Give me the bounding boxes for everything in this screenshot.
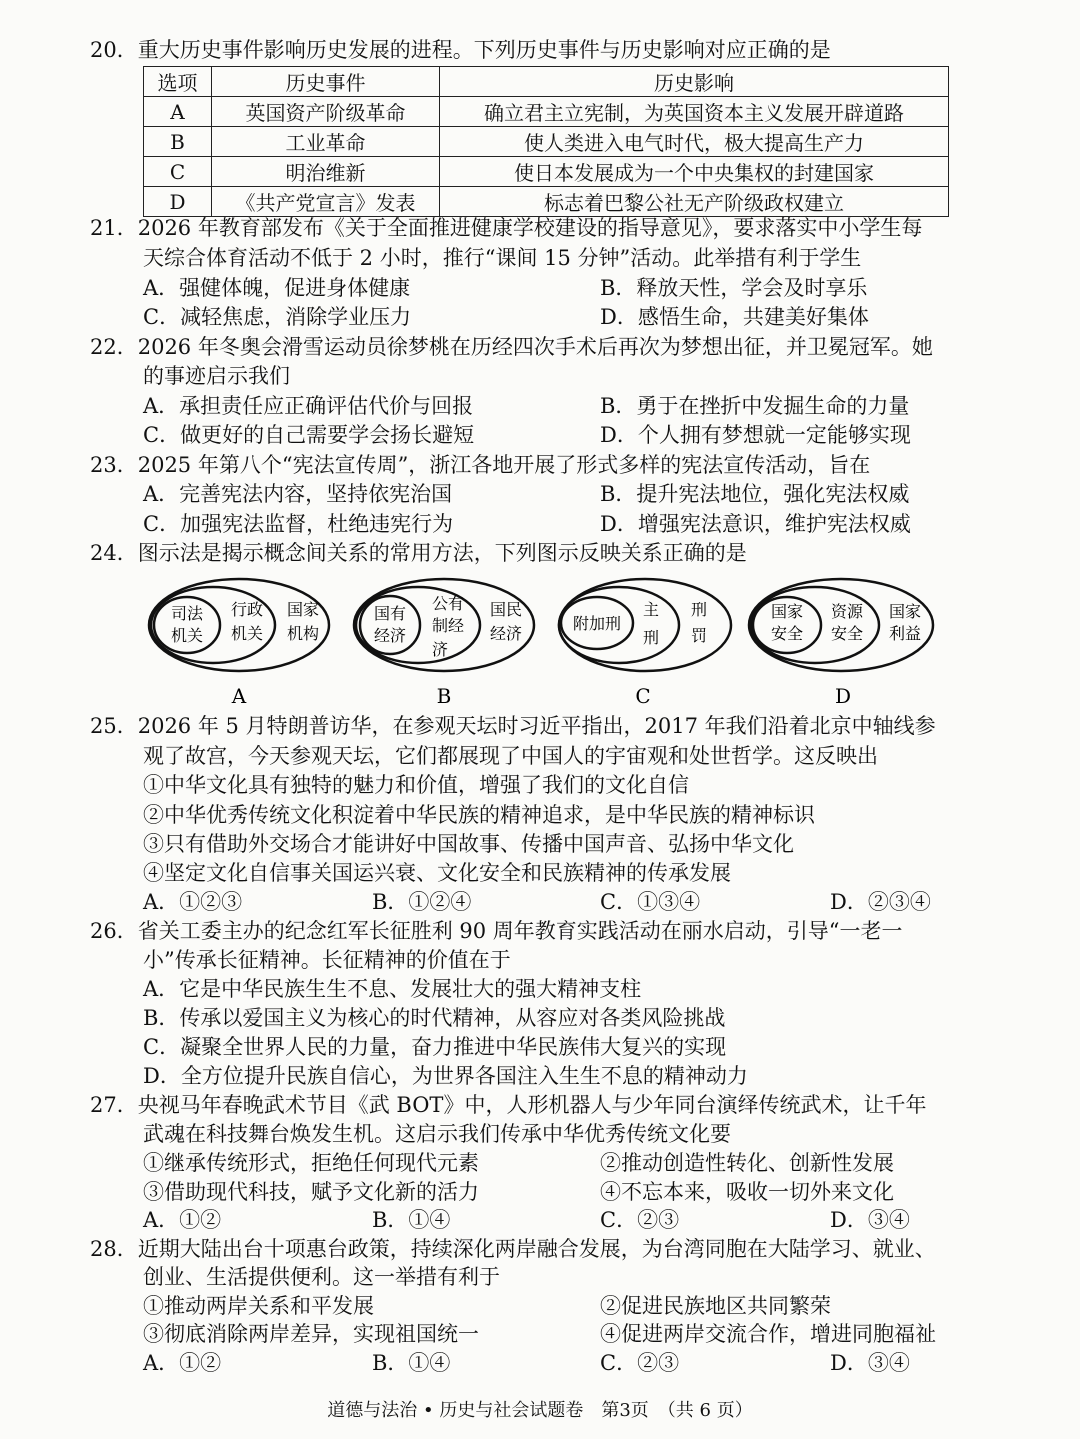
q24-diagrams xyxy=(145,575,945,710)
diagram-d-letter: D xyxy=(834,684,852,708)
table-row xyxy=(144,157,949,187)
diagram-b-outer-l2: 经济 xyxy=(489,624,523,643)
q27-statement-2: ②推动创造性转化、创新性发展 xyxy=(600,1151,894,1175)
table-cell: D xyxy=(144,187,212,217)
table-cell: C xyxy=(144,157,212,187)
q26-option-b: B．传承以爱国主义为核心的时代精神，从容应对各类风险挑战 xyxy=(143,1006,726,1030)
q25-statement-1: ①中华文化具有独特的魅力和价值，增强了我们的文化自信 xyxy=(143,773,689,797)
q22-option-d: D．个人拥有梦想就一定能够实现 xyxy=(600,423,911,447)
diagram-d-outer-l2: 利益 xyxy=(888,624,922,643)
q22-stem-line2: 的事迹启示我们 xyxy=(143,364,290,388)
diagram-b-outer-l1: 国民 xyxy=(489,600,523,619)
table-cell: 标志着巴黎公社无产阶级政权建立 xyxy=(440,187,949,217)
table-row xyxy=(144,187,949,217)
q28-statement-2: ②促进民族地区共同繁荣 xyxy=(600,1294,831,1318)
q26-option-a: A．它是中华民族生生不息、发展壮大的强大精神支柱 xyxy=(143,977,642,1001)
q28-stem-line1: 28．近期大陆出台十项惠台政策，持续深化两岸融合发展，为台湾同胞在大陆学习、就业、 xyxy=(90,1237,936,1261)
q25-statement-4: ④坚定文化自信事关国运兴衰、文化安全和民族精神的传承发展 xyxy=(143,861,731,885)
q24-stem-line1: 24．图示法是揭示概念间关系的常用方法，下列图示反映关系正确的是 xyxy=(90,541,747,565)
diagram-c-letter: C xyxy=(635,684,651,708)
table-header-row xyxy=(144,67,949,97)
q28-stem-line2: 创业、生活提供便利。这一举措有利于 xyxy=(143,1265,500,1289)
q27-stem-line1: 27．央视马年春晚武术节目《武 BOT》中，人形机器人与少年同台演绎传统武术，让千年 xyxy=(90,1093,927,1117)
q28-option-c: C．②③ xyxy=(600,1351,680,1375)
diagram-d-inner-l2: 安全 xyxy=(770,624,804,643)
diagram-b-inner-l1: 国有 xyxy=(373,604,407,623)
diagram-d xyxy=(749,579,933,708)
diagram-c-outer-l2: 罚 xyxy=(690,626,708,645)
diagram-b xyxy=(354,579,534,708)
diagram-b-middle-l1: 公有 xyxy=(431,594,465,613)
q28-statement-1: ①推动两岸关系和平发展 xyxy=(143,1294,374,1318)
diagram-a-inner-l2: 机关 xyxy=(170,626,204,645)
q21-option-a: A．强健体魄，促进身体健康 xyxy=(143,276,411,300)
diagram-a-middle-l2: 机关 xyxy=(230,624,264,643)
q27-stem-line2: 武魂在科技舞台焕发生机。这启示我们传承中华优秀传统文化要 xyxy=(143,1122,731,1146)
table-cell: B xyxy=(144,127,212,157)
diagram-a-letter: A xyxy=(231,684,247,708)
diagram-d-outer-l1: 国家 xyxy=(888,602,922,621)
diagram-b-letter: B xyxy=(436,684,452,708)
q26-stem-line1: 26．省关工委主办的纪念红军长征胜利 90 周年教育实践活动在丽水启动，引导“一老一 xyxy=(90,919,903,943)
q25-statement-2: ②中华优秀传统文化积淀着中华民族的精神追求，是中华民族的精神标识 xyxy=(143,803,815,827)
table-cell: 明治维新 xyxy=(212,157,440,187)
diagram-b-inner-l2: 经济 xyxy=(373,626,407,645)
q27-option-d: D．③④ xyxy=(830,1208,910,1232)
q25-stem-line1: 25．2026 年 5 月特朗普访华，在参观天坛时习近平指出，2017 年我们沿着北京中轴线参 xyxy=(90,714,936,738)
q27-statement-1: ①继承传统形式，拒绝任何现代元素 xyxy=(143,1151,479,1175)
diagram-c-middle-l2: 刑 xyxy=(642,628,660,647)
q21-stem-line2: 天综合体育活动不低于 2 小时，推行“课间 15 分钟”活动。此举措有利于学生 xyxy=(143,246,862,270)
q27-option-c: C．②③ xyxy=(600,1208,680,1232)
diagram-b-middle-l2: 制经 xyxy=(431,616,465,635)
q27-statement-4: ④不忘本来，吸收一切外来文化 xyxy=(600,1180,894,1204)
table-cell: 使人类进入电气时代，极大提高生产力 xyxy=(440,127,949,157)
q21-option-b: B．释放天性，学会及时享乐 xyxy=(600,276,868,300)
diagram-c-middle-l1: 主 xyxy=(642,600,660,619)
diagram-a-outer-l1: 国家 xyxy=(286,600,320,619)
q22-option-a: A．承担责任应正确评估代价与回报 xyxy=(143,394,474,418)
q22-option-c: C．做更好的自己需要学会扬长避短 xyxy=(143,423,475,447)
table-cell: 确立君主立宪制，为英国资本主义发展开辟道路 xyxy=(440,97,949,127)
q26-option-d: D．全方位提升民族自信心，为世界各国注入生生不息的精神动力 xyxy=(143,1064,748,1088)
diagram-c-inner-l1: 附加刑 xyxy=(572,614,622,633)
q22-option-b: B．勇于在挫折中发掘生命的力量 xyxy=(600,394,910,418)
table-cell: 《共产党宣言》发表 xyxy=(212,187,440,217)
q25-option-b: B．①②④ xyxy=(372,890,472,914)
diagram-d-inner-l1: 国家 xyxy=(770,602,804,621)
table-header-cell: 历史影响 xyxy=(440,67,949,97)
q23-option-a: A．完善宪法内容，坚持依宪治国 xyxy=(143,482,453,506)
q25-option-c: C．①③④ xyxy=(600,890,701,914)
table-header-cell: 历史事件 xyxy=(212,67,440,97)
q21-stem-line1: 21．2026 年教育部发布《关于全面推进健康学校建设的指导意见》，要求落实中小学生每 xyxy=(90,216,923,240)
q25-option-d: D．②③④ xyxy=(830,890,931,914)
diagram-a-inner-l1: 司法 xyxy=(170,604,204,623)
diagram-a-middle-l1: 行政 xyxy=(230,600,264,619)
q26-option-c: C．凝聚全世界人民的力量，奋力推进中华民族伟大复兴的实现 xyxy=(143,1035,727,1059)
diagram-c-outer-l1: 刑 xyxy=(690,600,708,619)
q28-option-d: D．③④ xyxy=(830,1351,910,1375)
q20-stem: 20．重大历史事件影响历史发展的进程。下列历史事件与历史影响对应正确的是 xyxy=(90,38,831,62)
q21-option-c: C．减轻焦虑，消除学业压力 xyxy=(143,305,412,329)
q20-table xyxy=(143,66,949,217)
q28-statement-3: ③彻底消除两岸差异，实现祖国统一 xyxy=(143,1322,479,1346)
q21-option-d: D．感悟生命，共建美好集体 xyxy=(600,305,869,329)
q23-option-b: B．提升宪法地位，强化宪法权威 xyxy=(600,482,910,506)
q26-stem-line2: 小”传承长征精神。长征精神的价值在于 xyxy=(143,948,511,972)
diagram-b-middle-l3: 济 xyxy=(431,640,449,659)
q27-option-b: B．①④ xyxy=(372,1208,451,1232)
q28-statement-4: ④促进两岸交流合作，增进同胞福祉 xyxy=(600,1322,936,1346)
q27-option-a: A．①② xyxy=(143,1208,222,1232)
diagram-d-middle-l1: 资源 xyxy=(830,602,864,621)
q25-statement-3: ③只有借助外交场合才能讲好中国故事、传播中国声音、弘扬中华文化 xyxy=(143,832,794,856)
q28-option-a: A．①② xyxy=(143,1351,222,1375)
table-cell: A xyxy=(144,97,212,127)
table-cell: 工业革命 xyxy=(212,127,440,157)
q25-option-a: A．①②③ xyxy=(143,890,243,914)
q23-option-c: C．加强宪法监督，杜绝违宪行为 xyxy=(143,512,454,536)
page-footer: 道德与法治 • 历史与社会试题卷 第3页 （共 6 页） xyxy=(327,1400,753,1421)
q22-stem-line1: 22．2026 年冬奥会滑雪运动员徐梦桃在历经四次手术后再次为梦想出征，并卫冕冠军。她 xyxy=(90,335,933,359)
q25-stem-line2: 观了故宫，今天参观天坛，它们都展现了中国人的宇宙观和处世哲学。这反映出 xyxy=(143,744,878,768)
diagram-c xyxy=(559,579,731,708)
table-row xyxy=(144,127,949,157)
diagram-a-outer-l2: 机构 xyxy=(286,624,320,643)
q23-option-d: D．增强宪法意识，维护宪法权威 xyxy=(600,512,911,536)
table-header-cell: 选项 xyxy=(144,67,212,97)
q23-stem-line1: 23．2025 年第八个“宪法宣传周”，浙江各地开展了形式多样的宪法宣传活动，旨在 xyxy=(90,453,871,477)
table-cell: 英国资产阶级革命 xyxy=(212,97,440,127)
diagram-d-middle-l2: 安全 xyxy=(830,624,864,643)
q28-option-b: B．①④ xyxy=(372,1351,451,1375)
q27-statement-3: ③借助现代科技，赋予文化新的活力 xyxy=(143,1180,479,1204)
table-row xyxy=(144,97,949,127)
diagram-a xyxy=(149,579,329,708)
table-cell: 使日本发展成为一个中央集权的封建国家 xyxy=(440,157,949,187)
